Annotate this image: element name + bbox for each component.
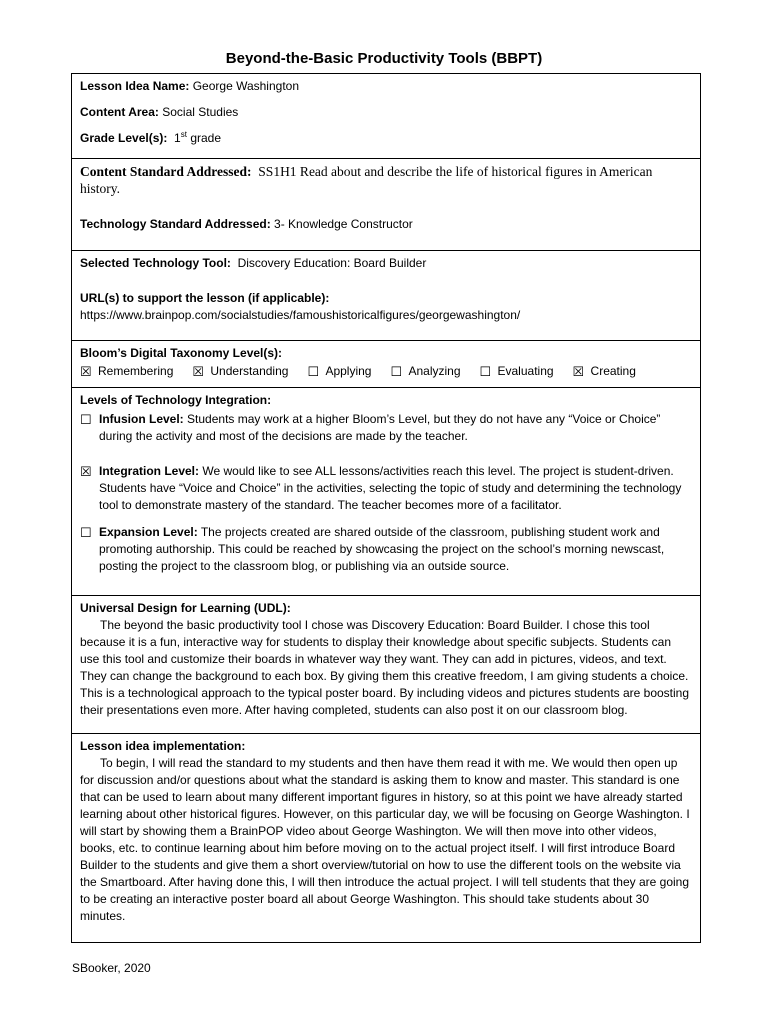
bloom-option-label: Applying	[325, 364, 372, 378]
checkbox-unchecked-icon[interactable]: ☐	[80, 525, 92, 540]
infusion-level-text	[99, 411, 692, 445]
level-name: Integration Level:	[99, 464, 200, 478]
udl-text: The beyond the basic productivity tool I chose was Discovery Education: Board Builder. I chose this tool because it is a fun, interactive way for students to display their knowledge about specific subjects. Students can use this tool and customize their boards in whatever way they want. They can add in pictures, videos, and text. They can change the background to each box. By giving them this creative freedom, I am giving students a choice. This is a technological approach to the typical poster board. By including videos and pictures students are boosting their presentations even more. After having completed, students can also post it on our classroom blog.	[80, 618, 690, 717]
checkbox-unchecked-icon[interactable]: ☐	[307, 364, 320, 379]
grade-level-suffix: st	[180, 130, 187, 139]
standards-section	[72, 158, 700, 250]
grade-level-number: 1	[174, 131, 181, 145]
infusion-level[interactable]	[80, 411, 692, 445]
tech-standard	[80, 216, 692, 233]
url-label: URL(s) to support the lesson (if applicable):	[80, 291, 330, 305]
bloom-option-label: Remembering	[98, 364, 174, 378]
checkbox-checked-icon[interactable]: ☒	[192, 364, 205, 379]
level-name: Expansion Level:	[99, 525, 198, 539]
checkbox-checked-icon[interactable]: ☒	[572, 364, 585, 379]
selected-tool-value: Discovery Education: Board Builder	[237, 256, 427, 270]
expansion-level-text	[99, 524, 692, 575]
content-area-row	[80, 104, 692, 121]
grade-level-label: Grade Level(s):	[80, 131, 168, 145]
integration-level-text	[99, 463, 692, 514]
grade-level-row	[80, 130, 692, 147]
lesson-form	[71, 73, 701, 943]
integration-label: Levels of Technology Integration:	[80, 393, 272, 407]
implementation-label: Lesson idea implementation:	[80, 739, 246, 753]
implementation-text: To begin, I will read the standard to my students and then have them read it with me. We would then open up for discussion and/or questions about what the standard is asking them to know and master. This standard is one that can be used to learn about many different important figures in history, so at this point we have already started learning about other historical figures. However, on this particular day, we will be focusing on George Washington. I will start by showing them a BrainPOP video about George Washington. We will then move into other videos, books, etc. to continue learning about him before moving on to the actual project itself. I will first introduce Board Builder to the students and give them a short overview/tutorial on how to use the different tools on the website via the Smartboard. After having done this, I will then introduce the actual project. I will tell students that they are going to be creating an interactive poster board all about George Washington. This should take students about 30 minutes.	[80, 756, 690, 923]
bloom-label: Bloom’s Digital Taxonomy Level(s):	[80, 346, 283, 360]
lesson-name-label: Lesson Idea Name:	[80, 79, 190, 93]
checkbox-checked-icon[interactable]: ☒	[80, 464, 92, 479]
bloom-option-creating[interactable]	[573, 363, 636, 380]
footer-author: SBooker, 2020	[72, 961, 151, 975]
selected-tool-row	[80, 255, 692, 272]
integration-levels-section	[72, 387, 700, 595]
udl-label: Universal Design for Learning (UDL):	[80, 601, 291, 615]
tech-standard-value: 3- Knowledge Constructor	[274, 217, 413, 231]
bloom-option-evaluating[interactable]	[480, 363, 554, 380]
grade-level-word: grade	[190, 131, 222, 145]
content-area-label: Content Area:	[80, 105, 159, 119]
checkbox-unchecked-icon[interactable]: ☐	[80, 412, 92, 427]
level-description: We would like to see ALL lessons/activities reach this level. The project is student-driven. Students have “Voice and Choice” in the activities, selecting the topic of study and determining the technology tool to demonstrate mastery of the standard. The teacher becomes more of a facilitator.	[99, 464, 682, 512]
udl-section	[72, 595, 700, 733]
lesson-url: https://www.brainpop.com/socialstudies/famoushistoricalfigures/georgewashington/	[80, 308, 521, 322]
bloom-option-applying[interactable]	[307, 363, 371, 380]
bloom-option-label: Evaluating	[497, 364, 554, 378]
checkbox-checked-icon[interactable]: ☒	[80, 364, 92, 379]
lesson-info-section	[72, 74, 700, 158]
bloom-option-label: Creating	[590, 364, 636, 378]
level-name: Infusion Level:	[99, 412, 184, 426]
bloom-taxonomy-section	[72, 340, 700, 387]
content-standard	[80, 163, 692, 197]
lesson-name-value: George Washington	[192, 79, 300, 93]
selected-tool-label: Selected Technology Tool:	[80, 256, 231, 270]
bloom-option-analyzing[interactable]	[390, 363, 460, 380]
bloom-option-remembering[interactable]	[80, 363, 173, 380]
content-standard-value: SS1H1 Read about and describe the life of historical figures in American history.	[80, 164, 653, 196]
document-title: Beyond-the-Basic Productivity Tools (BBPT)	[225, 50, 543, 67]
bloom-option-label: Analyzing	[408, 364, 461, 378]
content-standard-label: Content Standard Addressed:	[80, 164, 252, 179]
bloom-option-understanding[interactable]	[192, 363, 288, 380]
level-description: Students may work at a higher Bloom’s Level, but they do not have any “Voice or Choice” during the activity and most of the decisions are made by the teacher.	[99, 412, 661, 443]
checkbox-unchecked-icon[interactable]: ☐	[479, 364, 492, 379]
content-area-value: Social Studies	[162, 105, 239, 119]
bloom-options	[80, 363, 692, 380]
checkbox-unchecked-icon[interactable]: ☐	[390, 364, 403, 379]
integration-level[interactable]	[80, 463, 692, 514]
expansion-level[interactable]	[80, 524, 692, 575]
tech-standard-label: Technology Standard Addressed:	[80, 217, 271, 231]
implementation-section	[72, 733, 700, 941]
bloom-option-label: Understanding	[210, 364, 289, 378]
level-description: The projects created are shared outside of the classroom, publishing student work and promoting authorship. This could be reached by showcasing the project on the school’s morning newscast, posting the project to the classroom blog, or publishing via an outside source.	[99, 525, 665, 573]
technology-tool-section	[72, 250, 700, 340]
lesson-name-row	[80, 78, 692, 95]
